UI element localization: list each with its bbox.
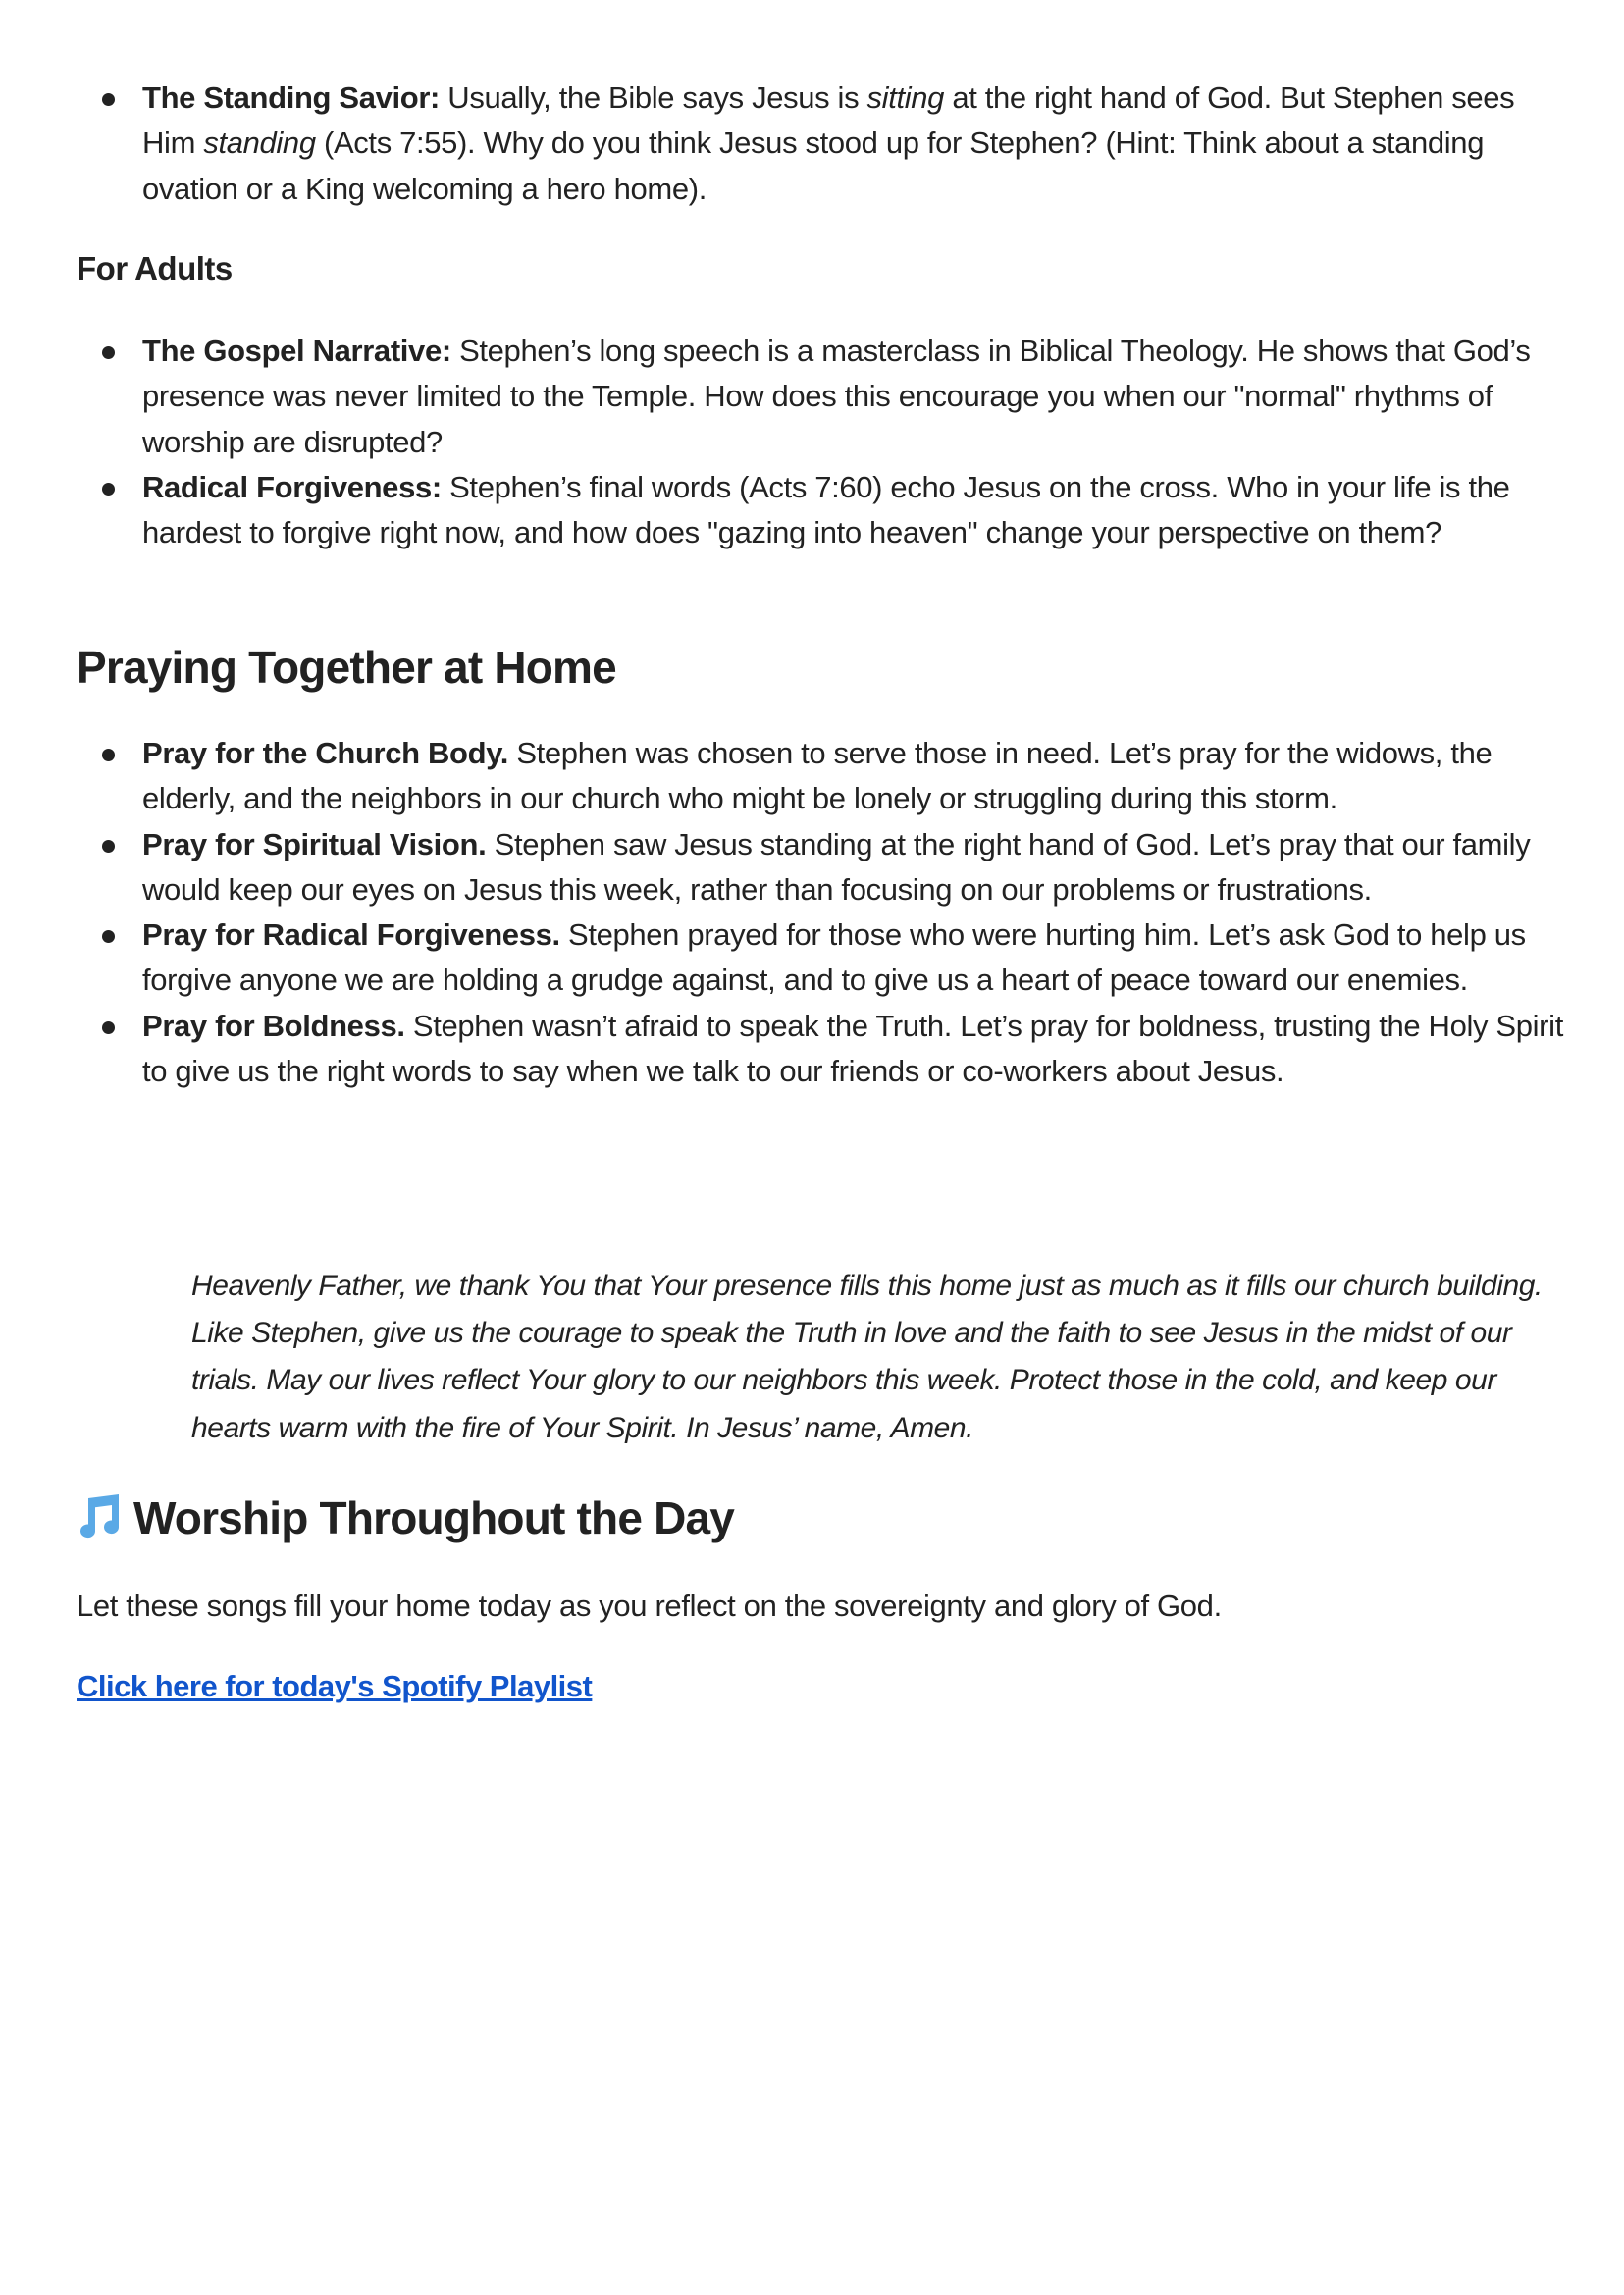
item-text: Stephen wasn’t afraid to speak the Truth. Let’s pray for boldness, trusting the Holy Spirit to give us the right words to say when we talk to our friends or co-workers about Jesus. — [142, 1008, 1563, 1089]
closing-prayer: Heavenly Father, we thank You that Your presence fills this home just as much as it fills our church building. Like Stephen, give us the courage to speak the Truth in love and the faith to see Jesus in the midst of our trials. May our lives reflect Your glory to our neighbors this week. Protect those in the cold, and keep our hearts warm with the fire of Your Spirit. In Jesus’ name, Amen. — [191, 1270, 1543, 1444]
list-item — [0, 913, 1624, 1004]
item-label: Radical Forgiveness: — [142, 469, 442, 504]
bullet-icon — [102, 749, 115, 761]
list-item — [0, 822, 1624, 913]
item-text: (Acts 7:55). Why do you think Jesus stood up for Stephen? (Hint: Think about a standing ovation or a King welcoming a hero home). — [142, 126, 1485, 206]
list-item — [0, 1004, 1624, 1095]
item-text: Usually, the Bible says Jesus is — [440, 80, 867, 115]
kids-question-list — [0, 76, 1624, 212]
item-emphasis: standing — [203, 126, 316, 161]
item-text: Stephen’s final words (Acts 7:60) echo Jesus on the cross. Who in your life is the hardest to forgive right now, and how does "gazing into heaven" change your perspective on them? — [142, 469, 1510, 550]
item-label: Pray for the Church Body. — [142, 736, 509, 770]
adults-heading: For Adults — [77, 250, 233, 287]
item-text: Stephen prayed for those who were hurting him. Let’s ask God to help us forgive anyone we are holding a grudge against, and to give us a heart of peace toward our enemies. — [142, 917, 1526, 998]
list-item — [0, 76, 1624, 212]
list-item — [0, 329, 1624, 465]
bullet-icon — [102, 346, 115, 359]
item-emphasis: sitting — [866, 80, 945, 115]
item-label: Pray for Spiritual Vision. — [142, 826, 487, 861]
item-label: The Standing Savior: — [142, 80, 441, 115]
praying-heading: Praying Together at Home — [77, 642, 616, 693]
list-item — [0, 731, 1624, 822]
spotify-playlist-link[interactable]: Click here for today's Spotify Playlist — [77, 1669, 593, 1703]
worship-heading: Worship Throughout the Day — [133, 1492, 735, 1543]
music-note-icon — [76, 1493, 121, 1539]
item-text: Stephen was chosen to serve those in need. Let’s pray for the widows, the elderly, and the neighbors in our church who might be lonely or struggling during this storm. — [142, 736, 1493, 816]
adults-question-list — [0, 329, 1624, 555]
item-text: Stephen’s long speech is a masterclass in Biblical Theology. He shows that God’s presence was never limited to the Temple. How does this encourage you when our "normal" rhythms of worship are disrupted? — [142, 334, 1531, 459]
bullet-icon — [102, 930, 115, 943]
item-text: at the right hand of God. But Stephen sees Him — [142, 80, 1515, 161]
worship-description: Let these songs fill your home today as you reflect on the sovereignty and glory of God. — [77, 1589, 1222, 1623]
bullet-icon — [102, 1021, 115, 1034]
bullet-icon — [102, 840, 115, 853]
bullet-icon — [102, 93, 115, 106]
item-label: Pray for Boldness. — [142, 1008, 405, 1043]
item-text: Stephen saw Jesus standing at the right hand of God. Let’s pray that our family would keep our eyes on Jesus this week, rather than focusing on our problems or frustrations. — [142, 826, 1531, 907]
bullet-icon — [102, 483, 115, 496]
item-label: Pray for Radical Forgiveness. — [142, 917, 560, 953]
list-item — [0, 465, 1624, 556]
prayer-points-list — [0, 731, 1624, 1094]
item-label: The Gospel Narrative: — [142, 334, 451, 368]
